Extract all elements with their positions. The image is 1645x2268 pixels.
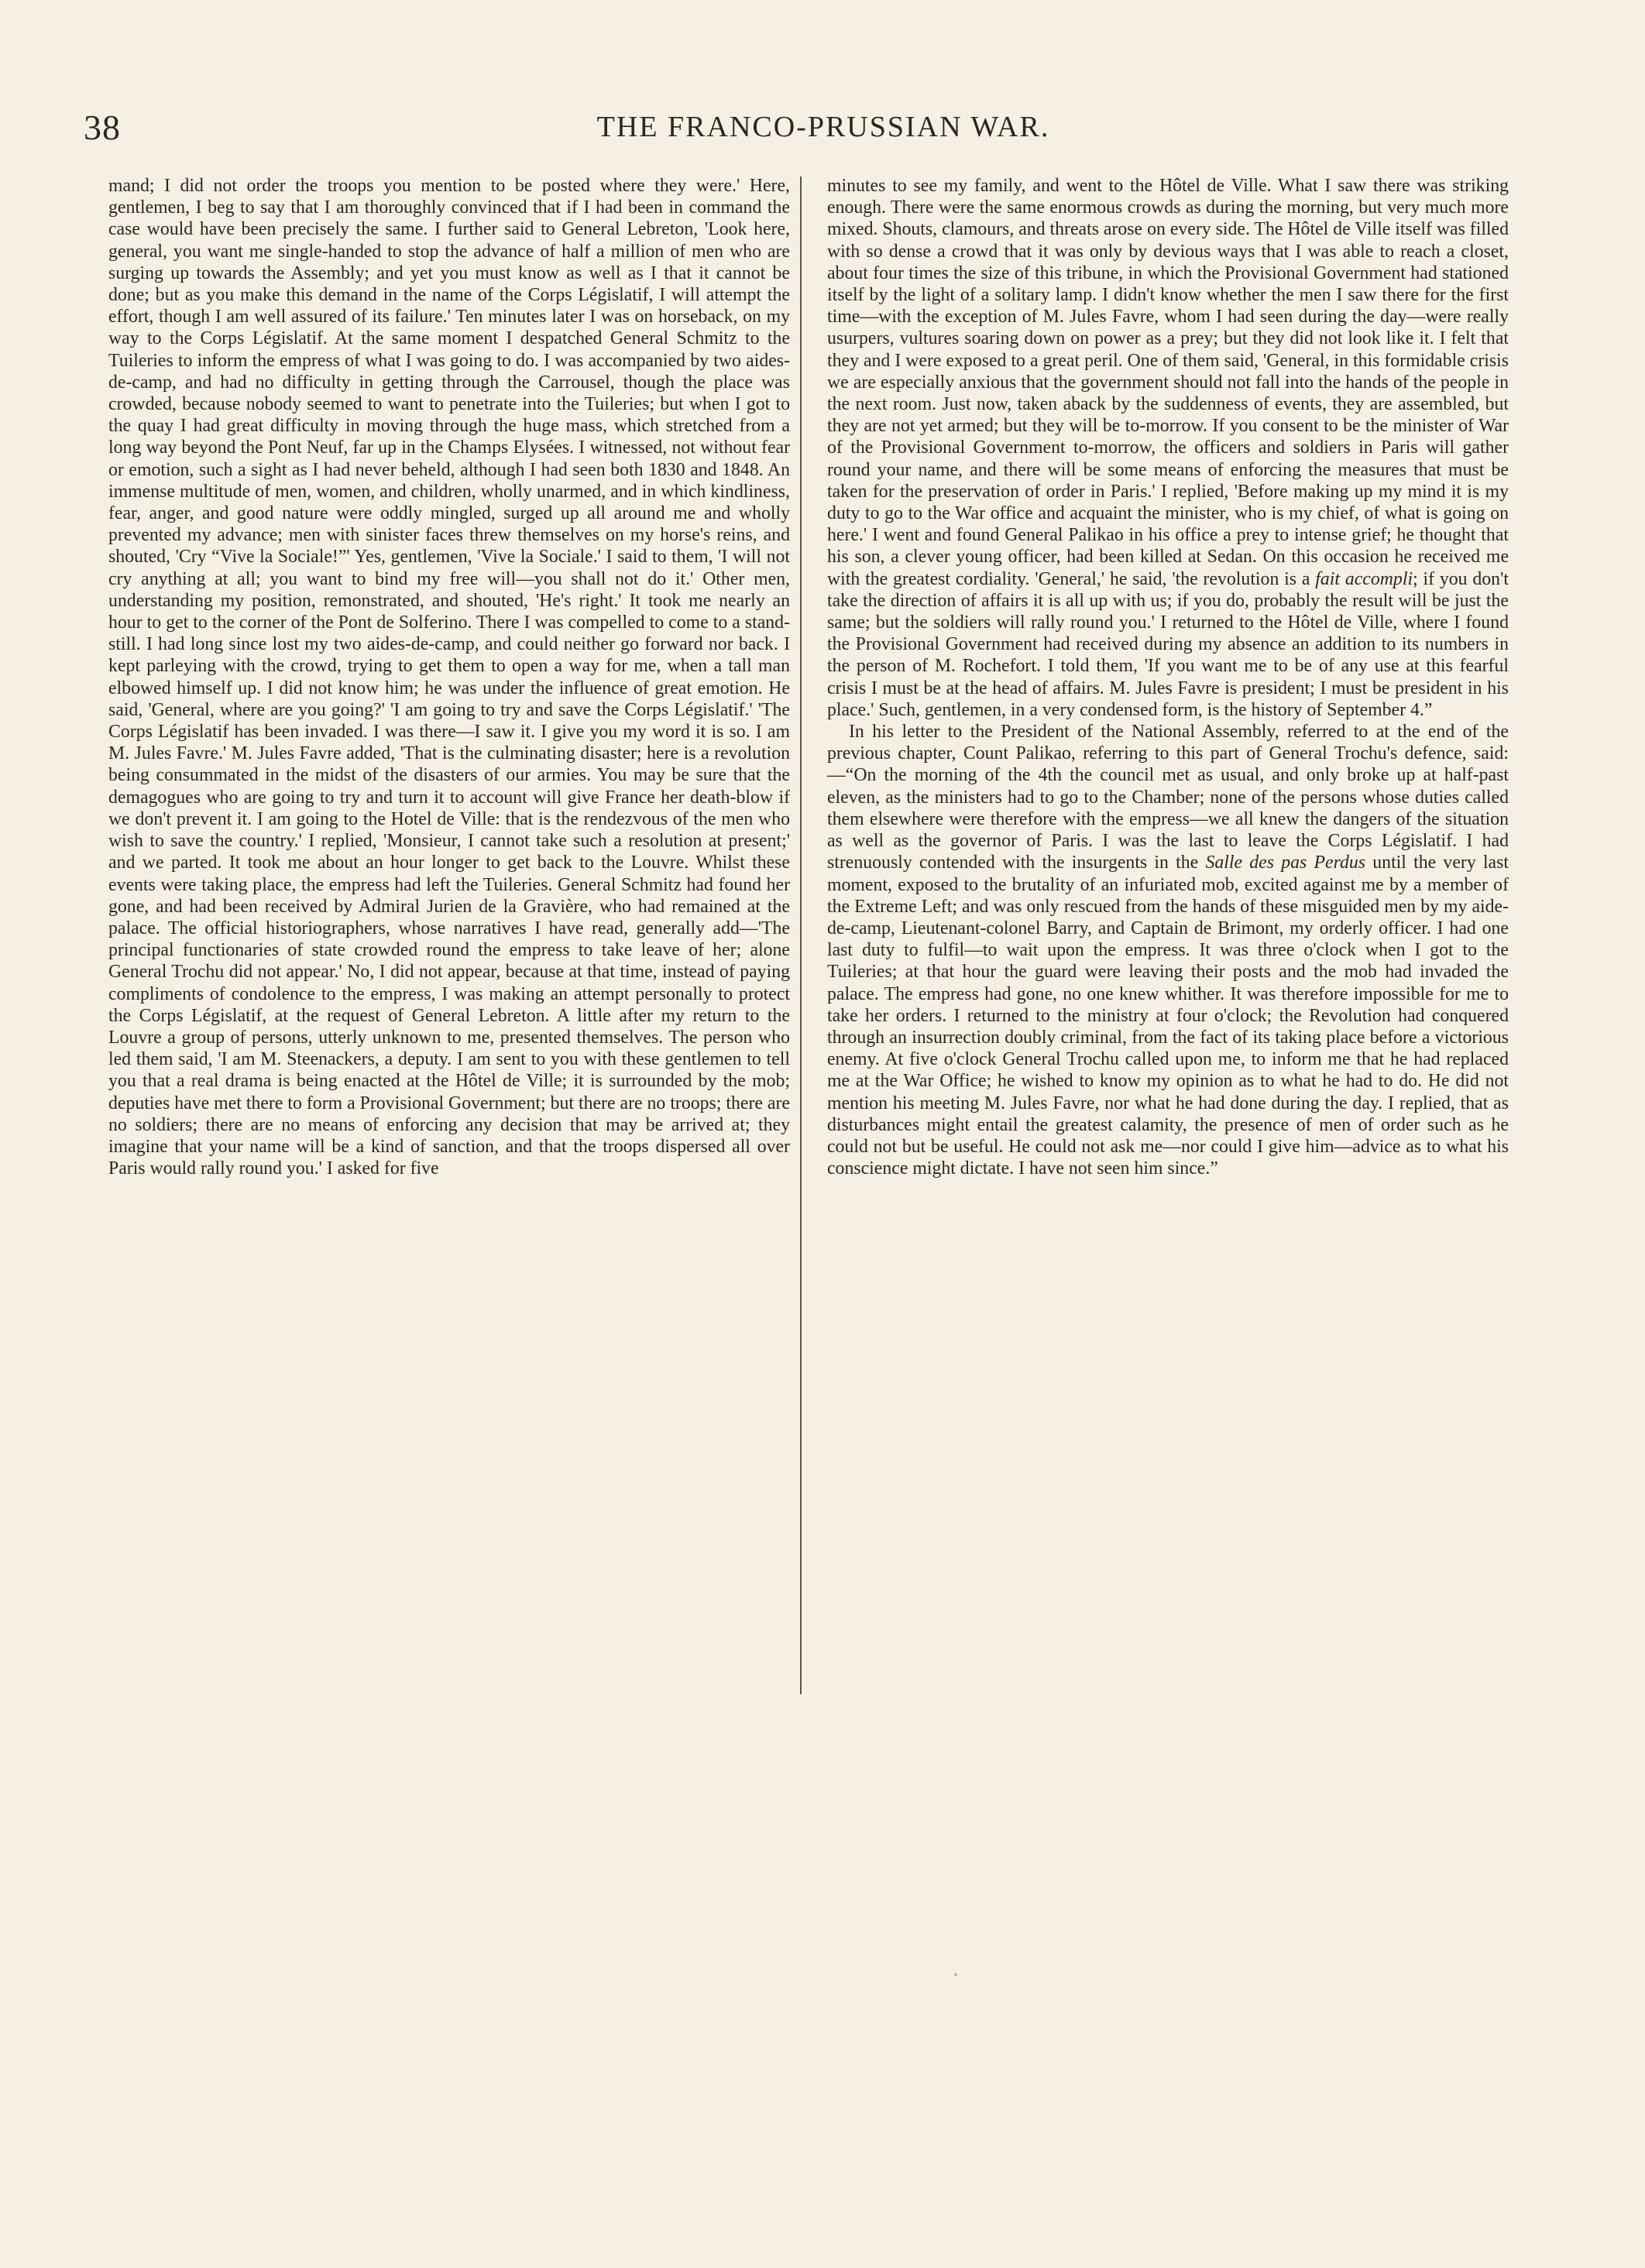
right-paragraph-1-italic: fait accompli: [1315, 568, 1413, 589]
right-paragraph-1-text: minutes to see my family, and went to the Hôtel de Ville. What I saw there was striking enough. There were the same enormous crowds as during the morning, but very much more mixed. Shouts, clamours, and threats arose on every side. The Hôtel de Ville itself was filled with so dense a crowd that it was only by devious ways that I was able to reach a closet, about four times the size of this tribune, in which the Provisional Government had stationed itself by the light of a solitary lamp. I didn't know whether the men I saw there for the first time—with the exception of M. Jules Favre, whom I had seen during the day—were really usurpers, vultures soaring down on power as a prey; but they did not look like it. I felt that they and I were exposed to a great peril. One of them said, 'General, in this formidable crisis we are especially anxious that the government should not fall into the hands of the people in the next room. Just now, taken aback by the suddenness of events, they are assembled, but they are not yet armed; but they will be to-morrow. If you consent to be the minister of War of the Provisional Government to-morrow, the officers and soldiers in Paris will gather round your name, and there will be some means of enforcing the measures that must be taken for the preservation of order in Paris.' I replied, 'Before making up my mind it is my duty to go to the War office and acquaint the minister, who is my chief, of what is going on here.' I went and found General Palikao in his office a prey to intense grief; he thought that his son, a clever young officer, had been killed at Sedan. On this occasion he received me with the greatest cordiality. 'General,' he said, 'the revolution is a: [827, 176, 1509, 589]
paper-speck: [954, 1973, 957, 1976]
right-column: [827, 175, 1509, 1179]
left-paragraph-1: mand; I did not order the troops you mention to be posted where they were.' Here, gentlemen, I beg to say that I am thoroughly convinced that if I had been in command the case would have been precisely the same. I further said to General Lebreton, 'Look here, general, you want me single-handed to stop the advance of half a million of men who are surging up towards the Assembly; and yet you must know as well as I that it cannot be done; but as you make this demand in the name of the Corps Législatif, I will attempt the effort, though I am well assured of its failure.' Ten minutes later I was on horseback, on my way to the Corps Législatif. At the same moment I despatched General Schmitz to the Tuileries to inform the empress of what I was going to do. I was accompanied by two aides-de-camp, and had no difficulty in getting through the Carrousel, though the place was crowded, because nobody seemed to want to penetrate into the Tuileries; but when I got to the quay I had great difficulty in moving through the huge mass, which stretched from a long way beyond the Pont Neuf, far up in the Champs Elysées. I witnessed, not without fear or emotion, such a sight as I had never beheld, although I had seen both 1830 and 1848. An immense multitude of men, women, and children, wholly unarmed, and in which kindliness, fear, anger, and good nature were oddly mingled, surged up all around me and wholly prevented my advance; men with sinister faces threw themselves on my horse's reins, and shouted, 'Cry “Vive la Sociale!”' Yes, gentlemen, 'Vive la Sociale.' I said to them, 'I will not cry anything at all; you want to bind my free will—you shall not do it.' Other men, understanding my position, remonstrated, and shouted, 'He's right.' It took me nearly an hour to get to the corner of the Pont de Solferino. There I was compelled to come to a stand-still. I had long since lost my two aides-de-camp, and could neither go forward nor back. I kept parleying with the crowd, trying to get them to open a way for me, when a tall man elbowed himself up. I did not know him; he was under the influence of great emotion. He said, 'General, where are you going?' 'I am going to try and save the Corps Législatif.' 'The Corps Législatif has been invaded. I was there—I saw it. I give you my word it is so. I am M. Jules Favre.' M. Jules Favre added, 'That is the culminating disaster; here is a revolution being consummated in the midst of the disasters of our armies. You may be sure that the demagogues who are going to try and turn it to account will give France her death-blow if we don't prevent it. I am going to the Hotel de Ville: that is the rendezvous of the men who wish to save the country.' I replied, 'Monsieur, I cannot take such a resolution at present;' and we parted. It took me about an hour longer to get back to the Louvre. Whilst these events were taking place, the empress had left the Tuileries. General Schmitz had found her gone, and had been received by Admiral Jurien de la Gravière, who had remained at the palace. The official historiographers, whose narratives I have read, generally add—'The principal functionaries of state crowded round the empress to take leave of her; alone General Trochu did not appear.' No, I did not appear, because at that time, instead of paying compliments of condolence to the empress, I was making an attempt personally to protect the Corps Législatif, at the request of General Lebreton. A little after my return to the Louvre a group of persons, utterly unknown to me, presented themselves. The person who led them said, 'I am M. Steenackers, a deputy. I am sent to you with these gentlemen to tell you that a real drama is being enacted at the Hôtel de Ville; it is surrounded by the mob; deputies have met there to form a Provisional Government; but there are no troops; there are no soldiers; there are no means of enforcing any decision that may be arrived at; they imagine that your name will be a kind of sanction, and that the troops dispersed all over Paris would rally round you.' I asked for five: [108, 176, 790, 1179]
right-paragraph-2-text-rest: until the very last moment, exposed to the brutality of an infuriated mob, excited against me by a member of the Extreme Left; and was only rescued from the hands of these misguided men by my aide-de-camp, Lieutenant-colonel Barry, and Captain de Brimont, my orderly officer. I had one last duty to fulfil—to wait upon the empress. It was three o'clock when I got to the Tuileries; at that hour the guard were leaving their posts and the mob had invaded the palace. The empress had gone, no one knew whither. It was therefore impossible for me to take her orders. I returned to the ministry at four o'clock; the Revolution had conquered through an insurrection doubly criminal, from the fact of its taking place before a victorious enemy. At five o'clock General Trochu called upon me, to inform me that he had replaced me at the War Office; he wished to know my opinion as to what he had to do. He did not mention his meeting M. Jules Favre, nor what he had done during the day. I replied, that as disturbances might entail the greatest calamity, the presence of men of order such as he could not but be useful. He could not ask me—nor could I give him—advice as to what his conscience might dictate. I have not seen him since.”: [827, 853, 1509, 1179]
right-paragraph-1-text-rest: ; if you don't take the direction of affairs it is all up with us; if you do, probably the result will be just the same; but the soldiers will rally round you.' I returned to the Hôtel de Ville, where I found the Provisional Government had received during my absence an addition to its numbers in the person of M. Rochefort. I told them, 'If you want me to be of any use at this fearful crisis I must be at the head of affairs. M. Jules Favre is president; I must be president in his place.' Such, gentlemen, in a very condensed form, is the history of September 4.”: [827, 568, 1509, 720]
running-title: THE FRANCO-PRUSSIAN WAR.: [596, 111, 1050, 143]
right-paragraph-2-italic: Salle des pas Perdus: [1205, 853, 1366, 873]
right-paragraph-2-text: In his letter to the President of the National Assembly, referred to at the end of the previous chapter, Count Palikao, referring to this part of General Trochu's defence, said:—“On the morning of the 4th the council met as usual, and only broke up at half-past eleven, as the ministers had to go to the Chamber; none of the persons whose duties called them elsewhere were therefore with the empress—we all knew the dangers of the situation as well as the governor of Paris. I was the last to leave the Corps Législatif. I had strenuously contended with the insurgents in the: [827, 722, 1509, 873]
right-paragraph-2: [827, 721, 1509, 1179]
left-column: [108, 175, 790, 1179]
page-number: 38: [84, 108, 121, 147]
column-divider: [800, 177, 802, 1694]
right-paragraph-1: [827, 175, 1509, 721]
page-header: [84, 107, 1563, 153]
